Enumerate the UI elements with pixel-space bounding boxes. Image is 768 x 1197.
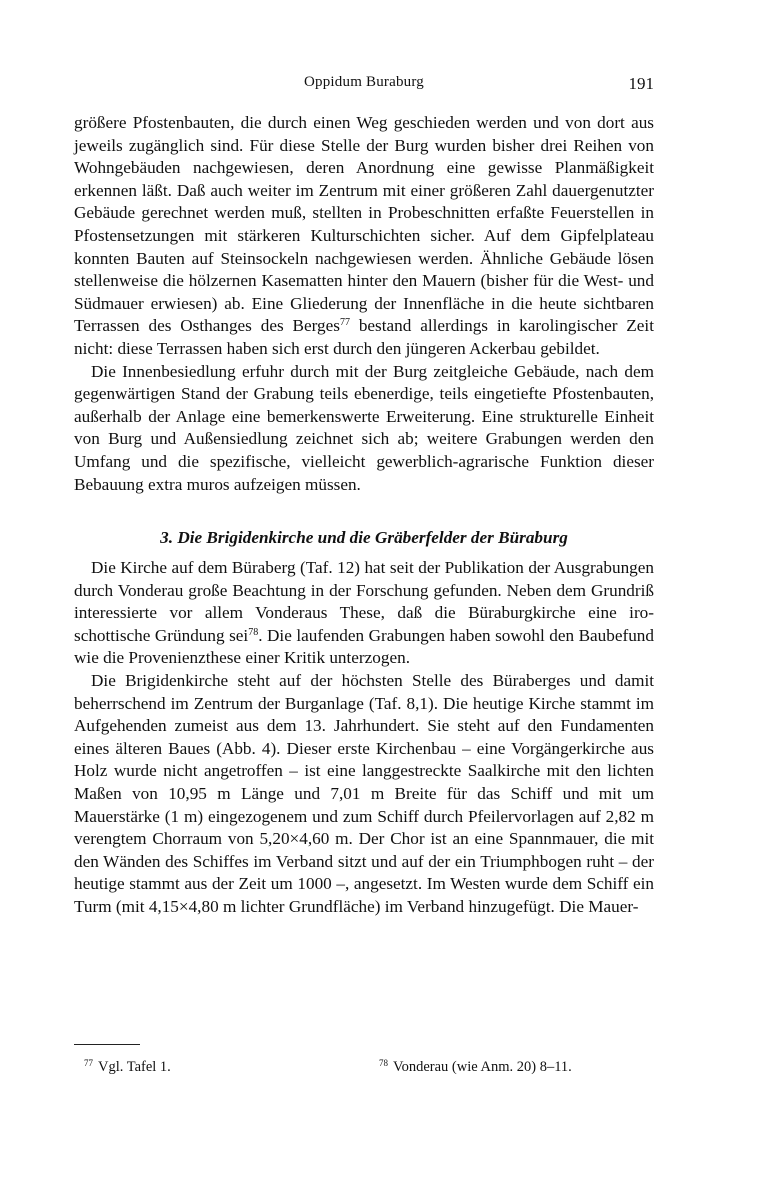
running-title: Oppidum Buraburg [304,74,424,90]
footnote-mark: 77 [84,1058,93,1068]
text-run: Die Brigidenkirche steht auf der höchsten Stelle des Büraberges und damit beherrschend im Zentrum der Burganlage (Taf. 8,1). Die heutige Kirche stammt im Aufgehenden zumeist aus dem 13. Jahrhundert. Sie steht auf den Fundamenten eines älteren Baues (Abb. 4). Dieser erste Kirchenbau – eine Vorgängerkirche aus Holz wurde nicht angetroffen – ist eine langgestreckte Saalkirche mit den lichten Maßen von 10,95 m Länge und 7,01 m Breite für das Schiff und mit um Mauerstärke (1 m) eingezogenem und zum Schiff durch Pfeilervorlagen auf 2,82 m verengtem Chorraum von 5,20×4,60 m. Der Chor ist an eine Spannmauer, die mit den Wänden des Schiffes im Verband sitzt und auf der ein Triumphbogen ruht – der heutige stammt aus der Zeit um 1000 –, angesetzt. Im Westen wurde dem Schiff ein Turm (mit 4,15×4,80 m lichter Grundfläche) im Verband hinzugefügt. Die Mauer- [74,671,654,916]
footnote-text: Vgl. Tafel 1. [98,1059,171,1075]
section-heading: 3. Die Brigidenkirche und die Gräberfelder der Büraburg [160,528,568,548]
paragraph [74,670,654,919]
page-number: 191 [628,74,654,93]
footnote-mark: 78 [379,1058,388,1068]
text-run: größere Pfostenbauten, die durch einen Weg geschieden werden und von dort aus jeweils zugänglich sind. Für diese Stelle der Burg wurden bisher drei Reihen von Wohngebäuden nachgewiesen, deren Anordnung eine gewisse Planmäßigkeit erkennen läßt. Daß auch weiter im Zentrum mit einer größeren Zahl dauergenutzter Gebäude gerechnet werden muß, stellten in Probeschnitten erfaßte Feuerstellen in Pfostensetzungen mit stärkeren Kulturschichten sicher. Auf dem Gipfelplateau konnten Bauten auf Steinsockeln nachgewiesen werden. Ähnliche Gebäude lösen stellenweise die hölzernen Kasematten hinter den Mauern (bisher für die West- und Südmauer erwiesen) ab. Eine Gliederung der Innenfläche in die heute sichtbaren Terrassen des Osthanges des Berges [74,113,654,336]
footnote-77 [84,1058,171,1076]
footnote-ref: 78 [248,626,259,638]
paragraph [74,112,654,361]
text-run: bestand allerdings in karolingischer Zeit nicht: diese Terrassen haben sich erst durch den jüngeren Ackerbau gebildet. [74,316,654,358]
text-run: . Die laufenden Grabungen haben sowohl den Baubefund wie die Provenienzthese einer Kritik unterzogen. [74,625,654,668]
footnote-text: Vonderau (wie Anm. 20) 8–11. [393,1059,572,1075]
text-run: Die Innenbesiedlung erfuhr durch mit der Burg zeitgleiche Gebäude, nach dem gegenwärtigen Stand der Grabung teils ebenerdige, teils eingetiefte Pfostenbauten, außerhalb der Anlage eine bemerkenswerte Erweiterung. Eine strukturelle Einheit von Burg und Außensiedlung zeichnet sich ab; weitere Grabungen werden den Umfang und die spezifische, vielleicht gewerblich-agrarische Funktion dieser Bebauung extra muros aufzeigen müssen. [74,361,654,494]
footnote-ref: 77 [339,317,350,329]
text-run: Die Kirche auf dem Büraberg (Taf. 12) hat seit der Publikation der Ausgrabungen durch Vonderau große Beachtung in der Forschung gefunden. Neben dem Grundriß interessierte vor allem Vonderaus These, daß die Büraburgkirche eine iro-schottische Gründung sei [74,558,654,645]
footnote-78 [379,1058,572,1076]
body-text [74,112,654,919]
paragraph [74,557,654,670]
footnote-divider [74,1044,140,1045]
running-head [74,74,654,100]
paragraph [74,361,654,497]
